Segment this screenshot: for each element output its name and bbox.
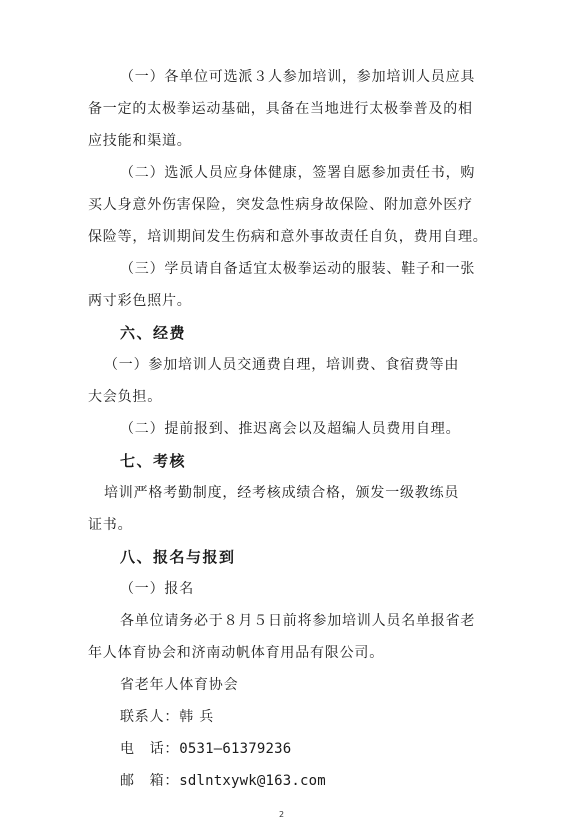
paragraph-line: 证书。 <box>88 517 133 533</box>
paragraph-line: 应技能和渠道。 <box>88 133 192 149</box>
section-heading-assessment: 七、考核 <box>120 452 187 470</box>
section-heading-funding: 六、经费 <box>120 324 187 342</box>
paragraph-line: （二）选派人员应身体健康，签署自愿参加责任书，购 <box>120 165 476 181</box>
contact-person-label: 联系人： <box>120 709 180 725</box>
paragraph-line: （三）学员请自备适宜太极拳运动的服装、鞋子和一张 <box>120 261 476 277</box>
paragraph-line: 各单位请务必于８月５日前将参加培训人员名单报省老 <box>120 613 476 629</box>
contact-person <box>120 708 214 726</box>
paragraph-line: 保险等，培训期间发生伤病和意外事故责任自负，费用自理。 <box>88 229 488 245</box>
contact-phone <box>120 740 291 758</box>
paragraph-line: （一）各单位可选派３人参加培训，参加培训人员应具 <box>120 69 476 85</box>
contact-organization: 省老年人体育协会 <box>120 677 239 693</box>
paragraph-line: 备一定的太极拳运动基础，具备在当地进行太极拳普及的相 <box>88 101 473 117</box>
paragraph-line: （一）参加培训人员交通费自理，培训费、食宿费等由 <box>104 357 460 373</box>
contact-person-value: 韩 兵 <box>179 709 215 725</box>
paragraph-line: 培训严格考勤制度，经考核成绩合格，颁发一级教练员 <box>104 485 460 501</box>
paragraph-line: （二）提前报到、推迟离会以及超编人员费用自理。 <box>120 421 461 437</box>
paragraph-line: 大会负担。 <box>88 389 162 405</box>
contact-phone-label: 电 话： <box>120 741 180 757</box>
page-number: 2 <box>279 810 285 819</box>
subheading-signup: （一）报名 <box>120 581 194 597</box>
contact-email-label: 邮 箱： <box>120 773 180 789</box>
paragraph-line: 两寸彩色照片。 <box>88 293 192 309</box>
contact-email-value: sdlntxywk@163.com <box>179 773 326 789</box>
paragraph-line: 买人身意外伤害保险，突发急性病身故保险、附加意外医疗 <box>88 197 473 213</box>
paragraph-line: 年人体育协会和济南动帆体育用品有限公司。 <box>88 645 384 661</box>
contact-phone-value: 0531—61379236 <box>179 741 292 757</box>
contact-email <box>120 772 326 790</box>
section-heading-registration: 八、报名与报到 <box>120 548 236 566</box>
